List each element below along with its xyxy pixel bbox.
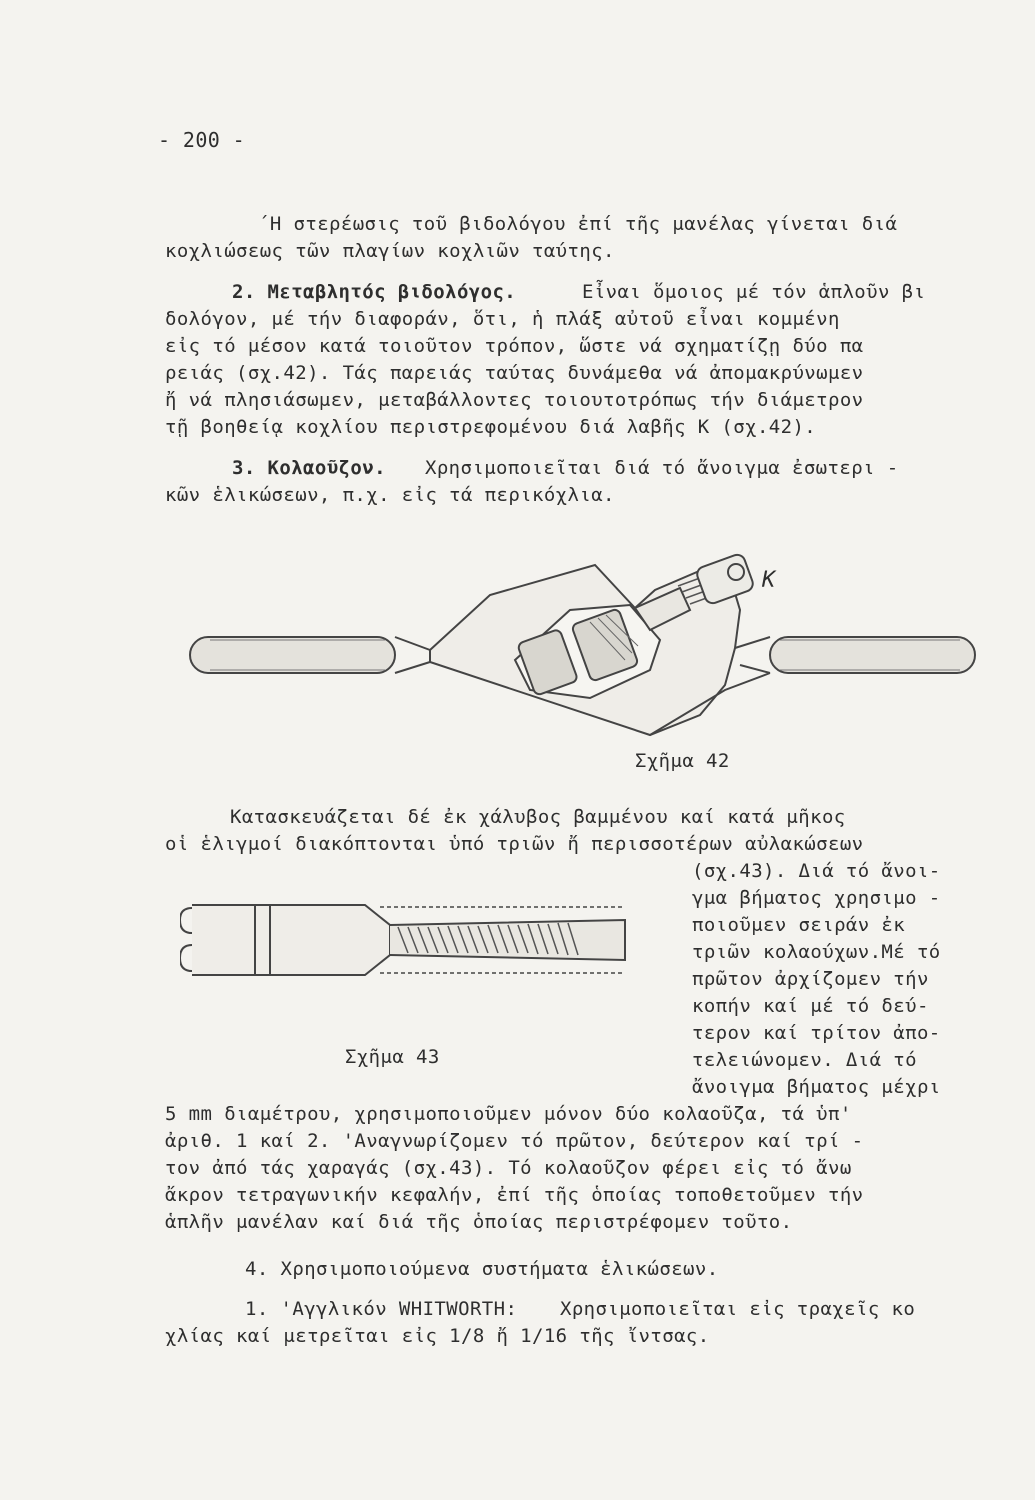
tap-thread: [390, 920, 625, 960]
tap-shank: [192, 905, 390, 975]
figure-42-label-k: Κ: [762, 568, 776, 593]
figure-43-caption: Σχῆμα 43: [345, 1046, 440, 1068]
figure-43-tap: [180, 875, 640, 1005]
paragraph-3-line: ἁπλῆν μανέλαν καί διά τῆς ὁποίας περιστρέφομεν τοῦτο.: [165, 1211, 793, 1233]
section-2-line: ἤ νά πλησιάσωμεν, μεταβάλλοντες τοιουτοτρόπως τήν διάμετρον: [165, 389, 864, 411]
section-2-heading: 2. Μεταβλητός βιδολόγος.: [232, 281, 517, 303]
paragraph-2-column-line: ἄνοιγμα βήματος μέχρι: [692, 1076, 941, 1098]
section-3-line: Χρησιμοποιεῖται διά τό ἄνοιγμα ἐσωτερι -: [425, 457, 899, 479]
item-1-line: χλίας καί μετρεῖται εἰς 1/8 ἤ 1/16 τῆς ἴντσας.: [165, 1325, 710, 1347]
section-2-line: τῇ βοηθείᾳ κοχλίου περιστρεφομένου διά λαβῆς Κ (σχ.42).: [165, 416, 817, 438]
paragraph-2-column-line: (σχ.43). Διά τό ἄνοι-: [692, 860, 941, 882]
paragraph-2-line: οἱ ἑλιγμοί διακόπτονται ὑπό τριῶν ἤ περισσοτέρων αὐλακώσεων: [165, 833, 864, 855]
paragraph-2-column-line: τερον καί τρίτον ἀπο-: [692, 1022, 941, 1044]
section-2-line: δολόγον, μέ τήν διαφοράν, ὅτι, ἡ πλάξ αὐτοῦ εἶναι κομμένη: [165, 308, 840, 330]
paragraph-2-column-line: πρῶτον ἀρχίζομεν τήν: [692, 968, 929, 990]
paragraph-1-line: ΄Η στερέωσις τοῦ βιδολόγου ἐπί τῆς μανέλας γίνεται διά: [258, 213, 898, 235]
paragraph-1-line: κοχλιώσεως τῶν πλαγίων κοχλιῶν ταύτης.: [165, 240, 615, 262]
page-number: - 200 -: [158, 128, 246, 152]
paragraph-3-line: 5 mm διαμέτρου, χρησιμοποιοῦμεν μόνον δύο κολαοῦζα, τά ὑπ': [165, 1103, 852, 1125]
paragraph-3-line: τον ἀπό τάς χαραγάς (σχ.43). Τό κολαοῦζον φέρει εἰς τό ἄνω: [165, 1157, 852, 1179]
paragraph-3-line: ἀριθ. 1 καί 2. 'Αναγνωρίζομεν τό πρῶτον, δεύτερον καί τρί -: [165, 1130, 864, 1152]
section-2-line: εἰς τό μέσον κατά τοιοῦτον τρόπον, ὥστε νά σχηματίζῃ δύο πα: [165, 335, 864, 357]
figure-42-caption: Σχῆμα 42: [635, 750, 730, 772]
paragraph-2-column-line: γμα βήματος χρησιμο -: [692, 887, 941, 909]
section-3-line: κῶν ἑλικώσεων, π.χ. εἰς τά περικόχλια.: [165, 484, 615, 506]
paragraph-2-column-line: ποιοῦμεν σειράν ἐκ: [692, 914, 906, 936]
paragraph-2-line: Κατασκευάζεται δέ ἐκ χάλυβος βαμμένου καί κατά μῆκος: [230, 806, 846, 828]
item-1-heading: 1. 'Αγγλικόν WHITWORTH:: [245, 1298, 518, 1320]
paragraph-2-column-line: κοπήν καί μέ τό δεύ-: [692, 995, 929, 1017]
right-handle: [770, 637, 975, 673]
paragraph-2-column-line: τελειώνομεν. Διά τό: [692, 1049, 917, 1071]
paragraph-3-line: ἄκρον τετραγωνικήν κεφαλήν, ἐπί τῆς ὁποίας τοποθετοῦμεν τήν: [165, 1184, 864, 1206]
figure-42-tap-wrench: [180, 540, 990, 750]
paragraph-2-column-line: τριῶν κολαούχων.Μέ τό: [692, 941, 941, 963]
section-3-heading: 3. Κολαοῦζον.: [232, 457, 386, 479]
section-4-heading: 4. Χρησιμοποιούμενα συστήματα ἑλικώσεων.: [245, 1258, 719, 1280]
item-1-line: Χρησιμοποιεῖται εἰς τραχεῖς κο: [560, 1298, 916, 1320]
section-2-line: Εἶναι ὅμοιος μέ τόν ἁπλοῦν βι: [582, 281, 926, 303]
section-2-line: ρειάς (σχ.42). Τάς παρειάς ταύτας δυνάμεθα νά ἀπομακρύνωμεν: [165, 362, 864, 384]
left-handle: [190, 637, 395, 673]
